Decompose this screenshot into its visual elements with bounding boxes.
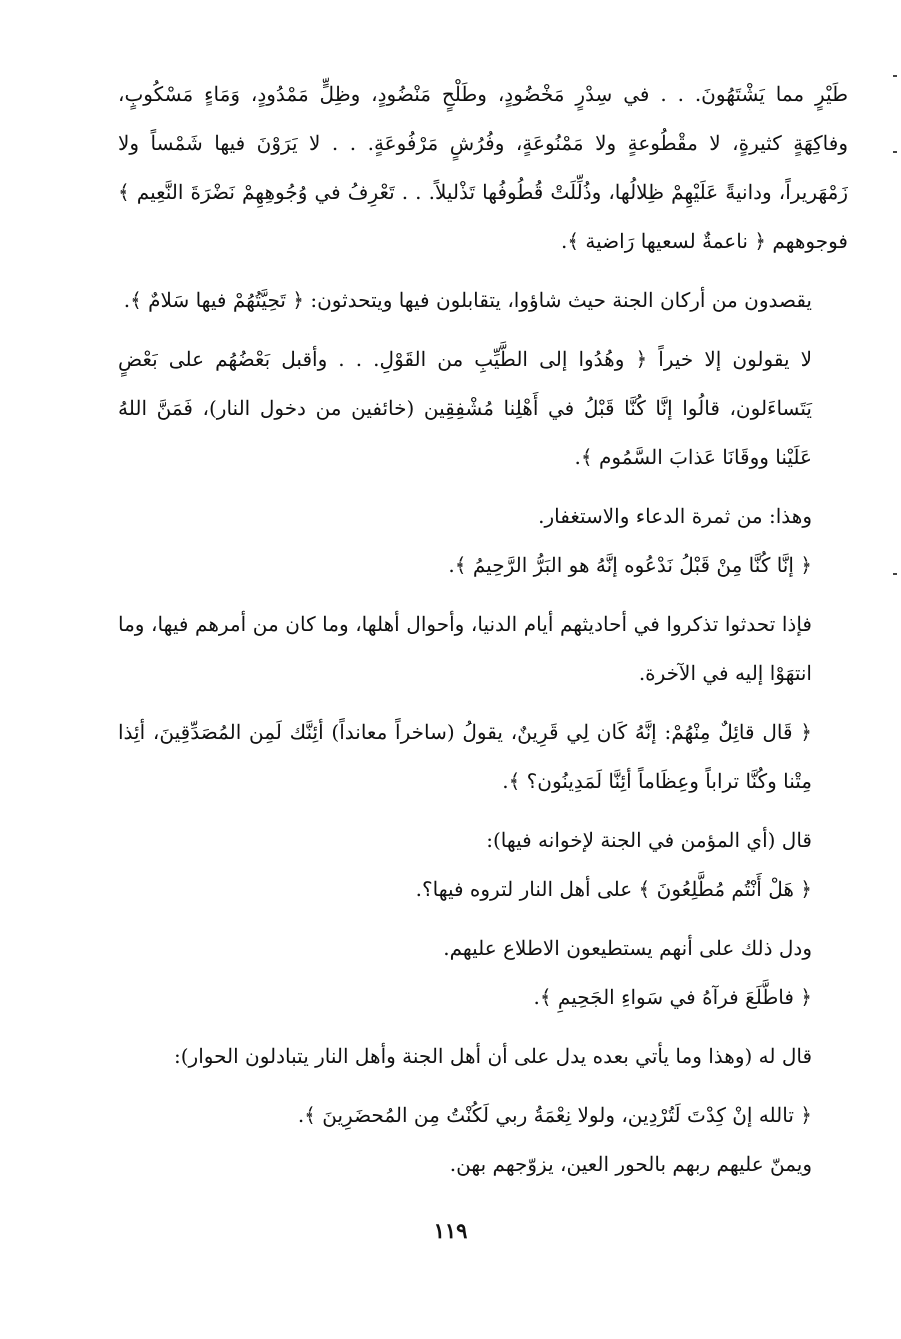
paragraph-line: قال (أي المؤمن في الجنة لإخوانه فيها): [486, 828, 812, 852]
paragraph-3 [118, 335, 848, 482]
quran-verse: ﴿ فاطَّلَعَ فرآهُ في سَواءِ الجَحِيمِ ﴾. [533, 985, 812, 1009]
paragraph-8 [118, 924, 848, 1022]
paragraph-text: لا يقولون إلا خيراً ﴿ وهُدُوا إلى الطَّيِّبِ من القَوْلِ. . . وأقبل بَعْضُهُم على بَعْضٍ يَتَساءَلون، قالُوا إنَّا كُنَّا قَبْلُ في أَهْلِنا مُشْفِقِين (خائفين من دخول النار)، فَمَنَّ اللهُ عَلَيْنا ووقَانَا عَذابَ السَّمُوم ﴾. [118, 347, 812, 469]
margin-mark [893, 151, 897, 153]
paragraph-line: ودل ذلك على أنهم يستطيعون الاطلاع عليهم. [443, 936, 812, 960]
paragraph-6 [118, 708, 848, 806]
paragraph-10 [118, 1091, 848, 1189]
quran-verse: ﴿ هَلْ أَنْتُم مُطَّلِعُونَ ﴾ على أهل النار لتروه فيها؟. [415, 877, 812, 901]
paragraph-text: ﴿ قَال قائِلٌ مِنْهُمْ: إنَّهُ كَان لِي قَرِينٌ، يقولُ (ساخراً معانداً) أئِنَّك لَمِن المُصَدِّقِينَ، أئِذا مِتْنا وكُنَّا تراباً وعِظَاماً أئِنَّا لَمَدِينُون؟ ﴾. [118, 720, 812, 793]
paragraph-text: فإذا تحدثوا تذكروا في أحاديثهم أيام الدنيا، وأحوال أهلها، وما كان من أمرهم فيها، وما انتهَوْا إليه في الآخرة. [118, 612, 812, 685]
paragraph-9 [118, 1032, 848, 1081]
paragraph-4 [118, 492, 848, 590]
paragraph-text: يقصدون من أركان الجنة حيث شاؤوا، يتقابلون فيها ويتحدثون: ﴿ تَحِيَّتُهُمْ فيها سَلامٌ ﴾. [123, 288, 812, 312]
margin-mark [893, 573, 897, 575]
paragraph-7 [118, 816, 848, 914]
quran-verse: ﴿ إنَّا كُنَّا مِنْ قَبْلُ نَدْعُوه إنَّهُ هو البَرُّ الرَّحِيمُ ﴾. [448, 553, 812, 577]
paragraph-2 [118, 276, 848, 325]
paragraph-text: قال له (وهذا وما يأتي بعده يدل على أن أهل الجنة وأهل النار يتبادلون الحوار): [174, 1044, 812, 1068]
page-number: ١١٩ [433, 1218, 468, 1243]
body-text [118, 70, 848, 1199]
paragraph-5 [118, 600, 848, 698]
paragraph-1 [118, 70, 848, 266]
paragraph-text: طَيْرٍ مما يَشْتَهُونَ. . . في سِدْرٍ مَخْضُودٍ، وطَلْحٍ مَنْضُودٍ، وظِلٍّ مَمْدُودٍ، وَمَاءٍ مَسْكُوبٍ، وفاكِهَةٍ كثيرةٍ، لا مقْطُوعةٍ ولا مَمْنُوعَةٍ، وفُرُشٍ مَرْفُوعَةٍ. . . لا يَرَوْنَ فيها شَمْساً ولا زَمْهَريراً، ودانيةً عَلَيْهِمْ ظِلالُها، وذُلِّلَتْ قُطُوفُها تَذْليلاً. . . تَعْرِفُ في وُجُوهِهِمْ نَضْرَةَ النَّعِيم ﴾ فوجوههم ﴿ ناعمةٌ لسعيها رَاضية ﴾. [118, 82, 848, 253]
margin-mark [893, 75, 897, 77]
paragraph-line: ويمنّ عليهم ربهم بالحور العين، يزوّجهم بهن. [449, 1152, 812, 1176]
quran-verse: ﴿ تالله إنْ كِدْتَ لَتُرْدِين، ولولا نِعْمَةُ ربي لَكُنْتُ مِن المُحضَرِينَ ﴾. [297, 1103, 812, 1127]
paragraph-line: وهذا: من ثمرة الدعاء والاستغفار. [538, 504, 812, 528]
